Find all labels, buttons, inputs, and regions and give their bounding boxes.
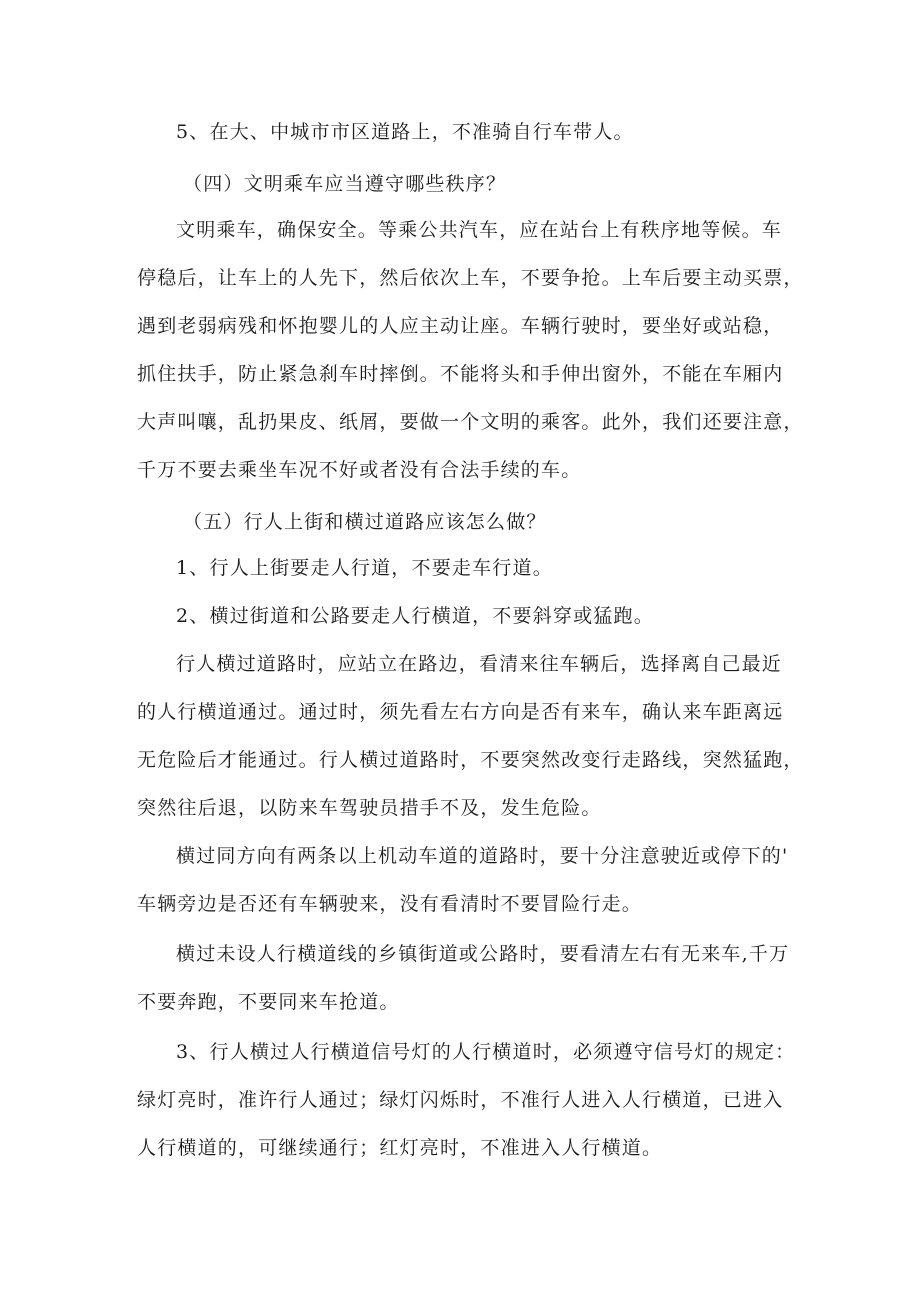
paragraph-line: 停稳后，让车上的人先下，然后依次上车，不要争抢。上车后要主动买票， [137,267,804,289]
paragraph-line: 抓住扶手，防止紧急刹车时摔倒。不能将头和手伸出窗外，不能在车厢内 [137,363,784,385]
paragraph-line: 无危险后才能通过。行人横过道路时，不要突然改变行走路线，突然猛跑， [137,749,804,771]
paragraph-line: 横过未设人行横道线的乡镇街道或公路时，要看清左右有无来车,千万 [176,943,790,965]
paragraph-line: 文明乘车，确保安全。等乘公共汽车，应在站台上有秩序地等候。车 [176,219,783,241]
paragraph-line: 大声叫嚷，乱扔果皮、纸屑，要做一个文明的乘客。此外，我们还要注意， [137,411,804,433]
paragraph-line: 遇到老弱病残和怀抱婴儿的人应主动让座。车辆行驶时，要坐好或站稳， [137,315,784,337]
paragraph-line: 千万不要去乘坐车况不好或者没有合法手续的车。 [137,459,582,481]
paragraph-line: 行人横过道路时，应站立在路边，看清来往车辆后，选择离自己最近 [176,653,783,675]
paragraph-line: 横过同方向有两条以上机动车道的道路时，要十分注意驶近或停下的' [176,845,789,867]
section-heading-5: （五）行人上街和横过道路应该怎么做？ [183,511,547,533]
paragraph-line: 绿灯亮时，准许行人通过；绿灯闪烁时，不准行人进入人行横道，已进入 [137,1089,784,1111]
section-heading-4: （四）文明乘车应当遵守哪些秩序？ [183,173,507,195]
paragraph-line: 的人行横道通过。通过时，须先看左右方向是否有来车，确认来车距离远 [137,701,784,723]
paragraph-line: 突然往后退，以防来车驾驶员措手不及，发生危险。 [137,797,602,819]
list-item-1: 1、行人上街要走人行道，不要走车行道。 [176,557,553,579]
paragraph-line: 车辆旁边是否还有车辆驶来，没有看清时不要冒险行走。 [137,893,643,915]
list-item-3: 3、行人横过人行横道信号灯的人行横道时，必须遵守信号灯的规定： [176,1041,796,1063]
paragraph-line: 不要奔跑，不要同来车抢道。 [137,991,400,1013]
list-item-5-bicycle: 5、在大、中城市市区道路上，不准骑自行车带人。 [176,121,634,143]
paragraph-line: 人行横道的，可继续通行；红灯亮时，不准进入人行横道。 [137,1137,663,1159]
list-item-2: 2、横过街道和公路要走人行横道，不要斜穿或猛跑。 [176,605,654,627]
